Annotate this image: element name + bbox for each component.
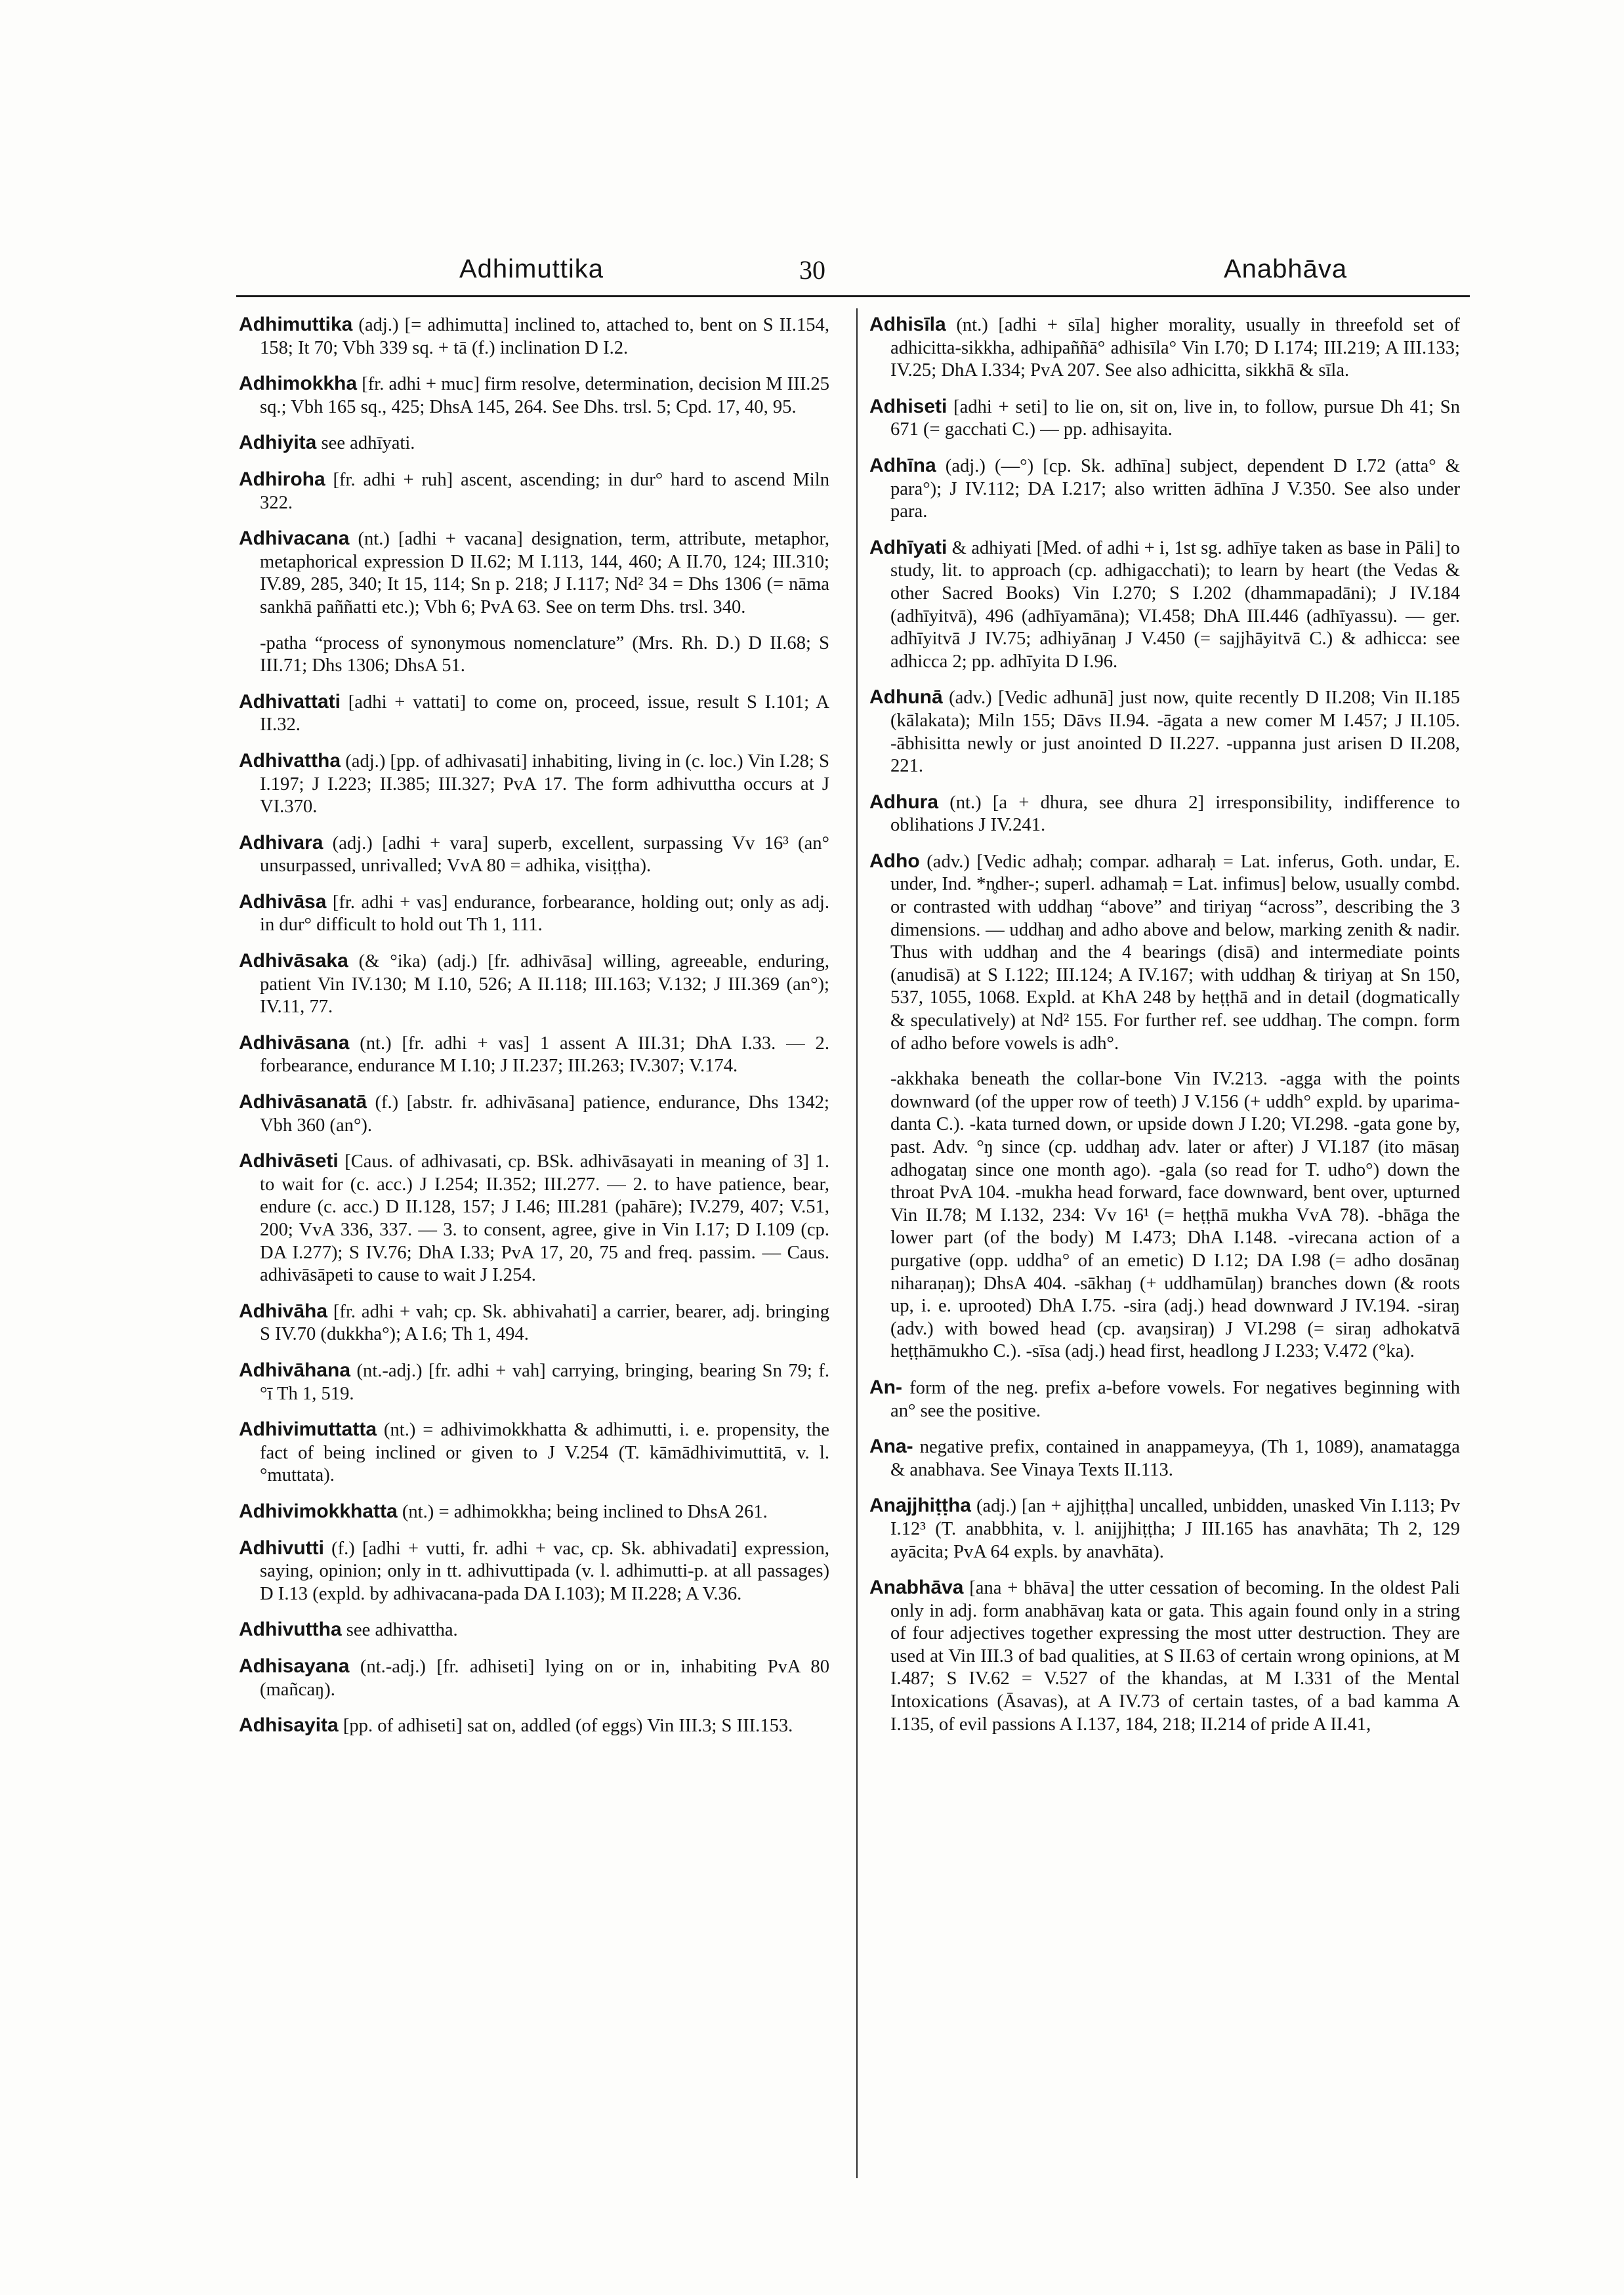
dictionary-entry <box>239 1359 829 1405</box>
entry-definition: (nt.) = adhivimokkhatta & adhimutti, i. e. propensity, the fact of being inclined or given to J V.254 (T. kāmādhivimuttitā, v. l. °muttata). <box>260 1420 829 1486</box>
entry-definition: (nt.) [adhi + vacana] designation, term, attribute, metaphor, metaphorical expression D II.62; M I.113, 144, 460; A II.70, 124; III.310; IV.89, 285, 340; It 15, 114; Sn p. 218; J I.117; Nd² 34 = Dhs 1306 (= nāma sankhā paññatti etc.); Vbh 6; PvA 63. See on term Dhs. trsl. 340. <box>260 529 829 617</box>
entry-headword: Anajjhiṭṭha <box>869 1495 971 1517</box>
dictionary-entry <box>869 1577 1460 1736</box>
dictionary-entry <box>239 950 829 1019</box>
header-rule <box>236 295 1470 297</box>
entry-headword: Adhunā <box>869 686 943 709</box>
entry-definition: (adj.) [pp. of adhivasati] inhabiting, living in (c. loc.) Vin I.28; S I.197; J I.223; II.385; III.327; PvA 17. The form adhivuttha occurs at J VI.370. <box>260 751 829 817</box>
entry-definition: (nt.-adj.) [fr. adhi + vah] carrying, bringing, bearing Sn 79; f. °ī Th 1, 519. <box>260 1360 829 1404</box>
dictionary-entry <box>239 1300 829 1346</box>
entry-definition: (nt.) = adhimokkha; being inclined to DhsA 261. <box>397 1501 768 1522</box>
entry-headword: Adhivara <box>239 831 323 854</box>
entry-definition: (nt.) [a + dhura, see dhura 2] irresponsibility, indifference to oblihations J IV.241. <box>890 792 1460 836</box>
entry-definition: (adv.) [Vedic adhaḥ; compar. adharaḥ = Lat. inferus, Goth. undar, E. under, Ind. *n̥dher-; superl. adhamaḥ = Lat. infimus] below, usually combd. or contrasted with uddhaŋ “above” and tiriyaŋ “across”, describing the 3 dimensions. — uddhaŋ and adho above and below, marking zenith & nadir. Thus with uddhaŋ and the 4 bearings (disā) and intermediate points (anudisā) at S I.122; III.124; A IV.167; with uddhaŋ & tiriyaŋ at Sn 150, 537, 1055, 1068. Expld. at KhA 248 by heṭṭhā and in detail (dogmatically & speculatively) at Nd² 155. For further ref. see uddhaŋ. The compn. form of adho before vowels is adh°. <box>890 851 1460 1054</box>
dictionary-entry <box>239 1150 829 1287</box>
entry-definition: (adj.) [an + ajjhiṭṭha] uncalled, unbidden, unasked Vin I.113; Pv I.12³ (T. anabbhita, v. l. anijjhiṭṭha; J III.165 has anavhāta; Th 2, 129 ayācita; PvA 64 expls. by anavhāta). <box>890 1496 1460 1562</box>
entry-headword: Adhīyati <box>869 536 947 558</box>
entry-headword: Adhivacana <box>239 527 350 550</box>
entry-headword: Adhivimokkhatta <box>239 1500 398 1522</box>
entry-headword: Adhivutti <box>239 1537 324 1559</box>
running-head-last-word: Anabhāva <box>1224 255 1348 283</box>
entry-headword: Adhivuttha <box>239 1619 342 1641</box>
entry-headword: Adhiseti <box>869 395 947 417</box>
entry-definition: (adv.) [Vedic adhunā] just now, quite recently D II.208; Vin II.185 (kālakata); Miln 155; Dāvs II.94. -āgata a new comer M I.457; J II.105. -ābhisitta newly or just anointed D II.227. -uppanna just arisen D II.208, 221. <box>890 688 1460 777</box>
dictionary-entry <box>239 468 829 514</box>
dictionary-entry <box>239 527 829 619</box>
entry-headword: Adhivāsana <box>239 1031 350 1054</box>
entry-definition: [fr. adhi + vas] endurance, forbearance, holding out; only as adj. in dur° difficult to hold out Th 1, 111. <box>260 892 829 936</box>
dictionary-entry <box>239 891 829 937</box>
dictionary-entry <box>239 1032 829 1078</box>
entry-headword: Adho <box>869 850 920 872</box>
entry-compounds: -akkhaka beneath the collar-bone Vin IV.213. -agga with the points downward (of the upper row of teeth) J V.156 (+ uddh° expld. by uparima-danta C.). -kata turned down, or upside down J I.20; VI.298. -gata gone by, past. Adv. °ŋ since (cp. uddhaŋ adv. later or after) J VI.187 (ito māsaŋ adhogataŋ since one month ago). -gala (so read for T. udho°) down the throat PvA 104. -mukha head forward, face downward, bent over, upturned Vin II.78; M I.132, 234: Vv 16¹ (= heṭṭhā mukha VvA 78). -bhāga the lower part (of the body) M I.473; DhA I.148. -virecana action of a purgative (opp. uddha° of an emetic) D I.12; DA I.98 (= adho dosānaŋ niharaṇaŋ); DhsA 404. -sākhaŋ (+ uddhamūlaŋ) branches down (& roots up, i. e. uprooted) DhA I.75. -sira (adj.) head downward J IV.194. -siraŋ (adv.) with bowed head (cp. avaŋsiraŋ) J VI.298 (= siraŋ adhokatvā heṭṭhāmukho C.). -sīsa (adj.) head first, headlong J I.233; V.472 (°ka). <box>890 1069 1460 1362</box>
entry-headword: Adhiyita <box>239 432 317 454</box>
entry-headword: Adhura <box>869 791 938 813</box>
entry-headword: Adhivimuttatta <box>239 1418 377 1441</box>
entry-definition: [fr. adhi + vah; cp. Sk. abhivahati] a carrier, bearer, adj. bringing S IV.70 (dukkha°); A I.6; Th 1, 494. <box>260 1301 829 1345</box>
dictionary-entry <box>869 314 1460 382</box>
entry-definition: & adhiyati [Med. of adhi + i, 1st sg. adhīye taken as base in Pāli] to study, lit. to approach (cp. adhigacchati); to learn by heart (the Vedas & other Sacred Books) Vin I.270; S I.202 (dhammapadāni); J IV.184 (adhīyitvā), 496 (adhīyamāna); VI.458; DhA III.446 (adhīyassu). — ger. adhīyitvā J IV.75; adhiyānaŋ J V.450 (= sajjhāyitvā C.) & adhicca: see adhicca 2; pp. adhīyita D I.96. <box>890 537 1460 672</box>
dictionary-entry <box>239 1418 829 1487</box>
entry-definition: (f.) [adhi + vutti, fr. adhi + vac, cp. Sk. abhivadati] expression, saying, opinion; only in tt. adhivuttipada (v. l. adhimutti-p. at all passages) D I.13 (expld. by adhivacana-pada DA I.103); M II.228; A V.36. <box>260 1538 829 1604</box>
dictionary-entry <box>239 832 829 878</box>
entry-definition: (adj.) (—°) [cp. Sk. adhīna] subject, dependent D I.72 (atta° & para°); J IV.112; DA I.217; also written ādhīna J V.350. See also under para. <box>890 455 1460 522</box>
right-column <box>869 314 1460 2190</box>
dictionary-entry <box>869 455 1460 524</box>
entry-definition: (nt.-adj.) [fr. adhiseti] lying on or in, inhabiting PvA 80 (mañcaŋ). <box>260 1656 829 1700</box>
entry-definition: [pp. of adhiseti] sat on, addled (of eggs) Vin III.3; S III.153. <box>338 1716 793 1737</box>
entry-definition: (adj.) [= adhimutta] inclined to, attached to, bent on S II.154, 158; It 70; Vbh 339 sq. + tā (f.) inclination D I.2. <box>260 315 829 358</box>
entry-headword: Adhivāsa <box>239 890 327 913</box>
dictionary-entry <box>239 314 829 360</box>
dictionary-entry <box>239 1619 829 1642</box>
dictionary-entry <box>239 1714 829 1738</box>
entry-definition: [ana + bhāva] the utter cessation of becoming. In the oldest Pali only in adj. form anabhāvaŋ kata or gata. This again found only in a string of four adjectives together expressing the most utter destruction. They are used at Vin III.3 of bad qualities, at S II.63 of certain wrong opinions, at M I.487; S IV.62 = V.527 of the khandas, at M I.331 of the Mental Intoxications (Āsavas), at A IV.73 of certain tastes, of a bad kamma A I.135, of evil passions A I.137, 184, 218; II.214 of pride A II.41, <box>890 1578 1460 1735</box>
entry-headword: Ana- <box>869 1436 913 1458</box>
entry-headword: Adhisayana <box>239 1655 350 1677</box>
dictionary-entry <box>869 850 1460 1055</box>
entry-definition: [fr. adhi + ruh] ascent, ascending; in dur° hard to ascend Miln 322. <box>260 469 829 513</box>
dictionary-entry <box>869 791 1460 837</box>
entry-headword: Adhivāseti <box>239 1150 339 1172</box>
entry-compounds: -patha “process of synonymous nomenclature” (Mrs. Rh. D.) D II.68; S III.71; Dhs 1306; DhsA 51. <box>260 632 829 676</box>
dictionary-entry <box>869 537 1460 674</box>
dictionary-entry <box>869 686 1460 777</box>
running-head <box>236 255 1470 295</box>
dictionary-entry <box>239 1537 829 1606</box>
entry-headword: Adhimokkha <box>239 373 358 395</box>
entry-definition: (& °ika) (adj.) [fr. adhivāsa] willing, agreeable, enduring, patient Vin IV.130; M I.10, 526; A II.118; III.163; V.132; J III.369 (an°); IV.11, 77. <box>260 951 829 1018</box>
entry-definition: (adj.) [adhi + vara] superb, excellent, surpassing Vv 16³ (an° unsurpassed, unrivalled; VvA 80 = adhika, visiṭṭha). <box>260 833 829 877</box>
entry-headword: Adhimuttika <box>239 314 353 335</box>
dictionary-entry <box>239 432 829 455</box>
dictionary-entry <box>869 1436 1460 1481</box>
dictionary-entry <box>239 1655 829 1701</box>
entry-headword: An- <box>869 1376 902 1398</box>
entry-headword: Adhivāsaka <box>239 950 348 972</box>
page-number: 30 <box>799 255 825 285</box>
entry-definition: form of the neg. prefix a-before vowels. For negatives beginning with an° see the positive. <box>890 1377 1460 1421</box>
entry-definition: (f.) [abstr. fr. adhivāsana] patience, endurance, Dhs 1342; Vbh 360 (an°). <box>260 1092 829 1136</box>
entry-headword: Adhīna <box>869 454 936 476</box>
entry-headword: Adhiroha <box>239 468 325 490</box>
entry-definition: [adhi + seti] to lie on, sit on, live in, to follow, pursue Dh 41; Sn 671 (= gacchati C.) — pp. adhisayita. <box>890 396 1460 440</box>
entry-headword: Adhivāha <box>239 1300 328 1322</box>
entry-headword: Adhivattati <box>239 690 341 713</box>
dictionary-entry <box>869 1495 1460 1563</box>
column-divider <box>856 308 858 2178</box>
entry-definition: (nt.) [fr. adhi + vas] 1 assent A III.31; DhA I.33. — 2. forbearance, endurance M I.10; J II.237; III.263; IV.307; V.174. <box>260 1033 829 1077</box>
entry-headword: Adhivāhana <box>239 1359 351 1381</box>
entry-headword: Adhisayita <box>239 1714 339 1737</box>
entry-definition: [adhi + vattati] to come on, proceed, issue, result S I.101; A II.32. <box>260 692 829 735</box>
entry-headword: Adhivāsanatā <box>239 1091 367 1113</box>
dictionary-entry <box>239 373 829 419</box>
entry-definition: [fr. adhi + muc] firm resolve, determination, decision M III.25 sq.; Vbh 165 sq., 425; DhsA 145, 264. See Dhs. trsl. 5; Cpd. 17, 40, 95. <box>260 374 829 417</box>
entry-headword: Adhisīla <box>869 314 946 335</box>
dictionary-entry <box>869 396 1460 442</box>
dictionary-entry <box>239 691 829 737</box>
entry-definition: see adhivattha. <box>341 1620 458 1641</box>
left-column <box>239 314 829 2190</box>
entry-definition: see adhīyati. <box>316 433 415 454</box>
entry-definition: negative prefix, contained in anappameyya, (Th 1, 1089), anamatagga & anabhava. See Vinaya Texts II.113. <box>890 1437 1460 1480</box>
entry-headword: Adhivattha <box>239 749 341 772</box>
running-head-first-word: Adhimuttika <box>459 255 604 283</box>
dictionary-entry <box>239 750 829 819</box>
entry-definition: [Caus. of adhivasati, cp. BSk. adhivāsayati in meaning of 3] 1. to wait for (c. acc.) J I.254; II.352; III.277. — 2. to have patience, bear, endure (c. acc.) D II.128, 157; J I.46; III.281 (pahāre); IV.279, 407; V.51, 200; VvA 336, 337. — 3. to consent, agree, give in Vin I.17; D I.109 (cp. DA I.277); S IV.76; DhA I.33; PvA 17, 20, 75 and freq. passim. — Caus. adhivāsāpeti to cause to wait J I.254. <box>260 1151 829 1286</box>
dictionary-entry <box>869 1376 1460 1422</box>
entry-headword: Anabhāva <box>869 1577 964 1599</box>
entry-definition: (nt.) [adhi + sīla] higher morality, usually in threefold set of adhicitta-sikkha, adhipaññā° adhisīla° Vin I.70; D I.174; III.219; A III.133; IV.25; DhA I.334; PvA 207. See also adhicitta, sikkhā & sīla. <box>890 315 1460 381</box>
dictionary-entry <box>239 1500 829 1524</box>
dictionary-entry <box>239 1091 829 1137</box>
